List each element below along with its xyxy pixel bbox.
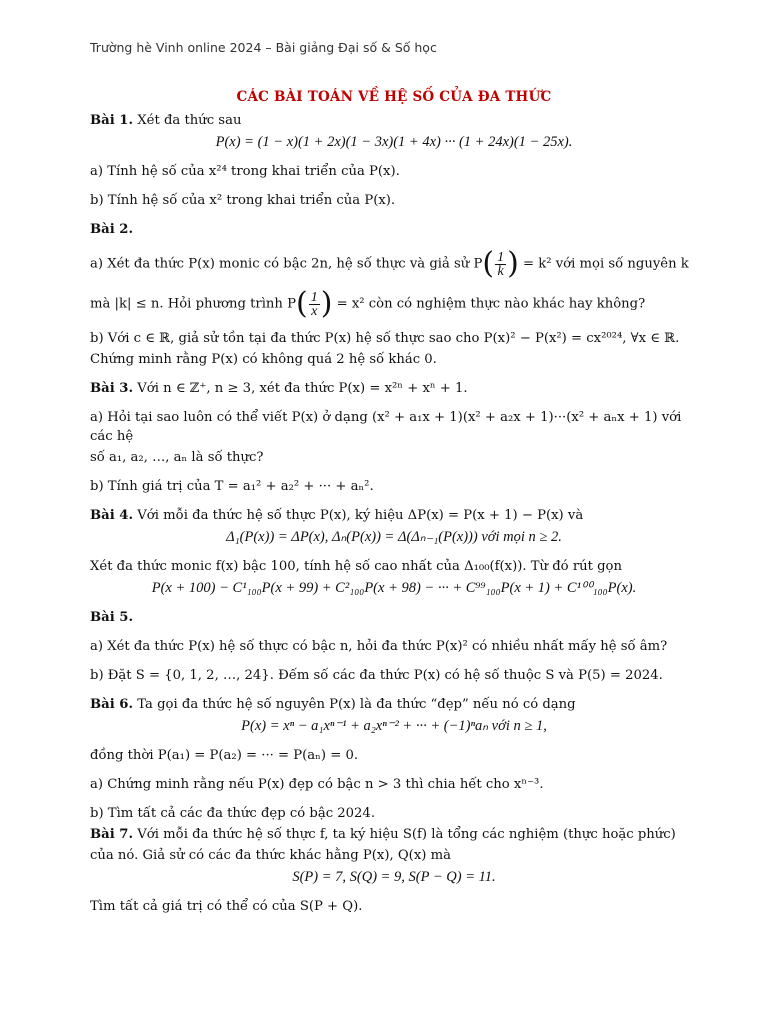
problem-1-intro: Bài 1. Xét đa thức sau — [90, 113, 242, 128]
problem-6b: b) Tìm tất cả các đa thức đẹp có bậc 2024. — [90, 806, 376, 821]
problem-3b: b) Tính giá trị của T = a₁² + a₂² + ··· + aₙ². — [90, 479, 374, 494]
problem-4-equation-2: P(x + 100) − C¹₁₀₀P(x + 99) + C²₁₀₀P(x + 98) − ··· + C⁹⁹₁₀₀P(x + 1) + C¹⁰⁰₁₀₀P(x). — [151, 580, 637, 596]
problem-5a: a) Xét đa thức P(x) hệ số thực có bậc n, hỏi đa thức P(x)² có nhiều nhất mấy hệ số âm? — [90, 639, 668, 654]
problem-1a: a) Tính hệ số của x²⁴ trong khai triển của P(x). — [90, 164, 400, 179]
problem-6-condition: đồng thời P(a₁) = P(a₂) = ··· = P(aₙ) = 0. — [90, 748, 359, 763]
problem-3a-line2: số a₁, a₂, …, aₙ là số thực? — [90, 450, 264, 465]
problem-2a-line2: mà |k| ≤ n. Hỏi phương trình P( $\frac{1}{x}$ ) = x² còn có nghiệm thực nào khác hay không? — [90, 286, 646, 321]
problem-7-equation: S(P) = 7, S(Q) = 9, S(P − Q) = 11. — [292, 869, 496, 885]
problem-2-label: Bài 2. — [90, 222, 134, 237]
problem-4-intro: Bài 4. Với mỗi đa thức hệ số thực P(x), ký hiệu ΔP(x) = P(x + 1) − P(x) và — [90, 508, 584, 523]
fraction-1-over-x: $\frac{1}{x}$ — [310, 289, 318, 319]
problem-7-intro-2: của nó. Giả sử có các đa thức khác hằng P(x), Q(x) mà — [90, 848, 451, 863]
problem-2a-line1: a) Xét đa thức P(x) monic có bậc 2n, hệ số thực và giả sử P( $\frac{1}{k}$ ) = k² với mọi số nguyên k — [90, 246, 689, 281]
problem-2b: b) Với c ∈ ℝ, giả sử tồn tại đa thức P(x) hệ số thực sao cho P(x)² − P(x²) = cx²⁰²⁴, ∀x ∈ ℝ. — [90, 331, 680, 346]
page-header: Trường hè Vinh online 2024 – Bài giảng Đại số & Số học — [90, 40, 437, 55]
problem-6-intro: Bài 6. Ta gọi đa thức hệ số nguyên P(x) là đa thức “đẹp” nếu nó có dạng — [90, 697, 576, 712]
problem-1b: b) Tính hệ số của x² trong khai triển của P(x). — [90, 193, 396, 208]
problem-2b-line2: Chứng minh rằng P(x) có không quá 2 hệ số khác 0. — [90, 352, 437, 367]
problem-1-label: Bài 1. — [90, 113, 134, 128]
problem-6a: a) Chứng minh rằng nếu P(x) đẹp có bậc n > 3 thì chia hết cho xⁿ⁻³. — [90, 777, 544, 792]
problem-6-equation: P(x) = xⁿ − a₁xⁿ⁻¹ + a₂xⁿ⁻² + ··· + (−1)ⁿaₙ với n ≥ 1, — [241, 718, 547, 734]
problem-3-intro: Bài 3. Với n ∈ ℤ⁺, n ≥ 3, xét đa thức P(x) = x²ⁿ + xⁿ + 1. — [90, 381, 468, 396]
problem-7-question: Tìm tất cả giá trị có thể có của S(P + Q). — [90, 899, 363, 914]
problem-1-equation: P(x) = (1 − x)(1 + 2x)(1 − 3x)(1 + 4x) ··· (1 + 24x)(1 − 25x). — [215, 134, 573, 150]
document-title: CÁC BÀI TOÁN VỀ HỆ SỐ CỦA ĐA THỨC — [236, 89, 552, 105]
problem-4-text: Xét đa thức monic f(x) bậc 100, tính hệ số cao nhất của Δ₁₀₀(f(x)). Từ đó rút gọn — [90, 559, 622, 574]
problem-7-intro: Bài 7. Với mỗi đa thức hệ số thực f, ta ký hiệu S(f) là tổng các nghiệm (thực hoặc phức) — [90, 827, 676, 842]
problem-5-label: Bài 5. — [90, 610, 134, 625]
problem-4-equation: Δ₁(P(x)) = ΔP(x), Δₙ(P(x)) = Δ(Δₙ₋₁(P(x))) với mọi n ≥ 2. — [226, 529, 562, 545]
problem-3a: a) Hỏi tại sao luôn có thể viết P(x) ở dạng (x² + a₁x + 1)(x² + a₂x + 1)···(x² + aₙx + 1) với các hệ — [90, 410, 682, 444]
fraction-1-over-k: $\frac{1}{k}$ — [497, 249, 505, 279]
problem-5b: b) Đặt S = {0, 1, 2, …, 24}. Đếm số các đa thức P(x) có hệ số thuộc S và P(5) = 2024. — [90, 668, 663, 683]
